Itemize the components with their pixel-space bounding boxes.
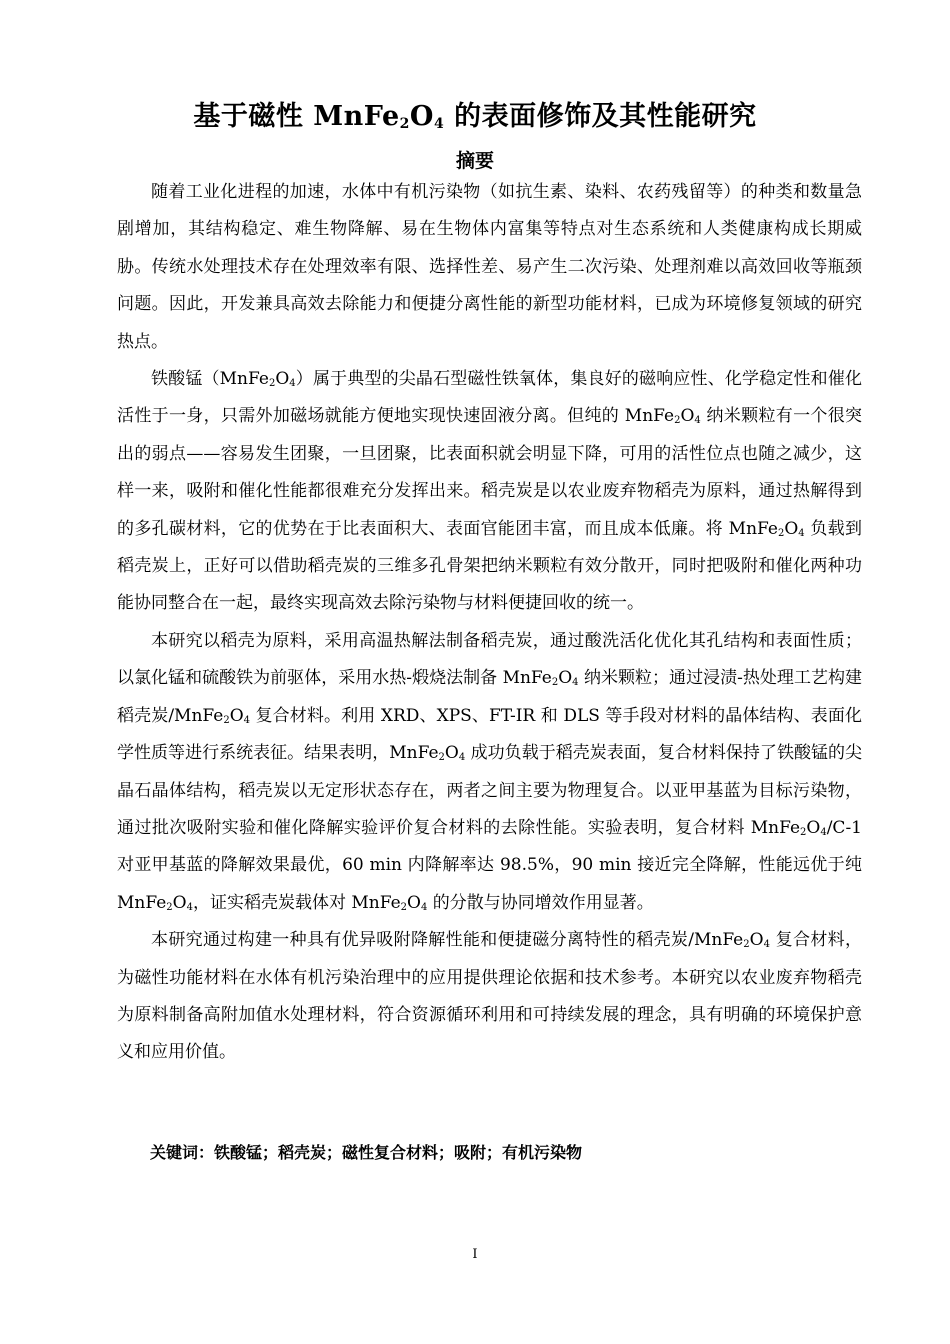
- subscript: 4: [763, 939, 770, 951]
- subscript: 2: [166, 901, 173, 913]
- text-run: /C-1 对亚甲基蓝的降解效果最优，60 min 内降解率达 98.5%，90 min 接近完全降解，性能远优于纯 MnFe: [117, 817, 862, 913]
- subscript: 2: [800, 826, 807, 838]
- text-run: O: [444, 743, 459, 764]
- text-run: O: [407, 892, 421, 913]
- keywords-line: 关键词：铁酸锰；稻壳炭；磁性复合材料；吸附；有机污染物: [150, 1143, 583, 1162]
- title-text-start: 基于磁性 MnFe: [193, 101, 400, 132]
- page-number: I: [472, 1247, 478, 1262]
- subscript: 4: [798, 527, 805, 539]
- title-subscript: 4: [433, 116, 445, 132]
- abstract-paragraph: [117, 361, 862, 623]
- text-run: 铁酸锰（MnFe: [151, 369, 269, 390]
- subscript: 2: [223, 714, 230, 726]
- text-run: O: [806, 817, 821, 838]
- title-subscript: 2: [399, 116, 410, 132]
- text-run: 的分散与协同增效作用显著。: [427, 892, 654, 913]
- subscript: 2: [743, 939, 750, 951]
- text-run: 负载到稻壳炭上，正好可以借助稻壳炭的三维多孔骨架把纳米颗粒有效分散开，同时把吸附和催化两种功能协同整合在一起，最终实现高效去除污染物与材料便捷回收的统一。: [117, 518, 863, 614]
- text-run: 随着工业化进程的加速，水体中有机污染物（如抗生素、染料、农药残留等）的种类和数量急剧增加，其结构稳定、难生物降解、易在生物体内富集等特点对生态系统和人类健康构成长期威胁。传统水处理技术存在处理效率有限、选择性差、易产生二次污染、处理剂难以高效回收等瓶颈问题。因此，开发兼具高效去除能力和便捷分离性能的新型功能材料，已成为环境修复领域的研究热点。: [117, 182, 862, 352]
- text-run: O: [229, 705, 244, 726]
- subscript: 4: [289, 378, 296, 390]
- subscript: 4: [572, 677, 579, 689]
- text-run: O: [784, 518, 799, 539]
- text-run: O: [172, 892, 187, 913]
- abstract-heading: 摘要: [455, 150, 494, 172]
- abstract-paragraph: [117, 174, 862, 361]
- text-run: O: [558, 668, 573, 689]
- text-run: 成功负载于稻壳炭表面，复合材料保持了铁酸锰的尖晶石晶体结构，稻壳炭以无定形状态存在，两者之间主要为物理复合。以亚甲基蓝为目标污染物，通过批次吸附实验和催化降解实验评价复合材料的去除性能。实验表明，复合材料 MnFe: [117, 743, 863, 838]
- text-run: 本研究通过构建一种具有优异吸附降解性能和便捷磁分离特性的稻壳炭/MnFe: [151, 930, 744, 951]
- subscript: 4: [694, 415, 701, 427]
- subscript: 2: [674, 415, 681, 427]
- subscript: 4: [820, 826, 827, 838]
- text-run: 纳米颗粒有一个很突出的弱点——容易发生团聚，一旦团聚，比表面积就会明显下降，可用的活性位点也随之减少，这样一来，吸附和催化性能都很难充分发挥出来。稻壳炭是以农业废弃物稻壳为原料，通过热解得到的多孔碳材料，它的优势在于比表面积大、表面官能团丰富，而且成本低廉。将 MnFe: [117, 406, 863, 539]
- subscript: 2: [551, 677, 559, 689]
- subscript: 2: [777, 527, 785, 539]
- text-run: ）属于典型的尖晶石型磁性铁氧体，集良好的磁响应性、化学稳定性和催化活性于一身，只需外加磁场就能方便地实现快速固液分离。但纯的 MnFe: [117, 369, 862, 427]
- subscript: 4: [186, 901, 193, 913]
- abstract-paragraph: [117, 623, 862, 922]
- abstract-body: [117, 174, 862, 1072]
- text-run: O: [680, 406, 695, 427]
- title-text-middle: O: [409, 101, 434, 132]
- subscript: 2: [268, 378, 276, 390]
- text-run: 复合材料，为磁性功能材料在水体有机污染治理中的应用提供理论依据和技术参考。本研究以农业废弃物稻壳为原料制备高附加值水处理材料，符合资源循环利用和可持续发展的理念，具有明确的环境保护意义和应用价值。: [117, 930, 862, 1063]
- text-run: 复合材料。利用 XRD、XPS、FT-IR 和 DLS 等手段对材料的晶体结构、表面化学性质等进行系统表征。结果表明，MnFe: [117, 705, 862, 764]
- text-run: O: [749, 930, 764, 951]
- subscript: 2: [438, 752, 445, 764]
- abstract-paragraph: [117, 922, 862, 1072]
- title-text-end: 的表面修饰及其性能研究: [444, 101, 757, 132]
- text-run: ，证实稻壳炭载体对 MnFe: [192, 892, 401, 913]
- text-run: 本研究以稻壳为原料，采用高温热解法制备稻壳炭，通过酸洗活化优化其孔结构和表面性质；以氯化锰和硫酸铁为前驱体，采用水热-煅烧法制备 MnFe: [117, 630, 862, 689]
- subscript: 4: [243, 714, 251, 726]
- text-run: O: [275, 369, 290, 390]
- document-title: [0, 94, 950, 133]
- subscript: 2: [400, 901, 408, 913]
- text-run: 纳米颗粒；通过浸渍-热处理工艺构建稻壳炭/MnFe: [117, 668, 862, 726]
- subscript: 4: [458, 752, 466, 764]
- subscript: 4: [420, 901, 428, 913]
